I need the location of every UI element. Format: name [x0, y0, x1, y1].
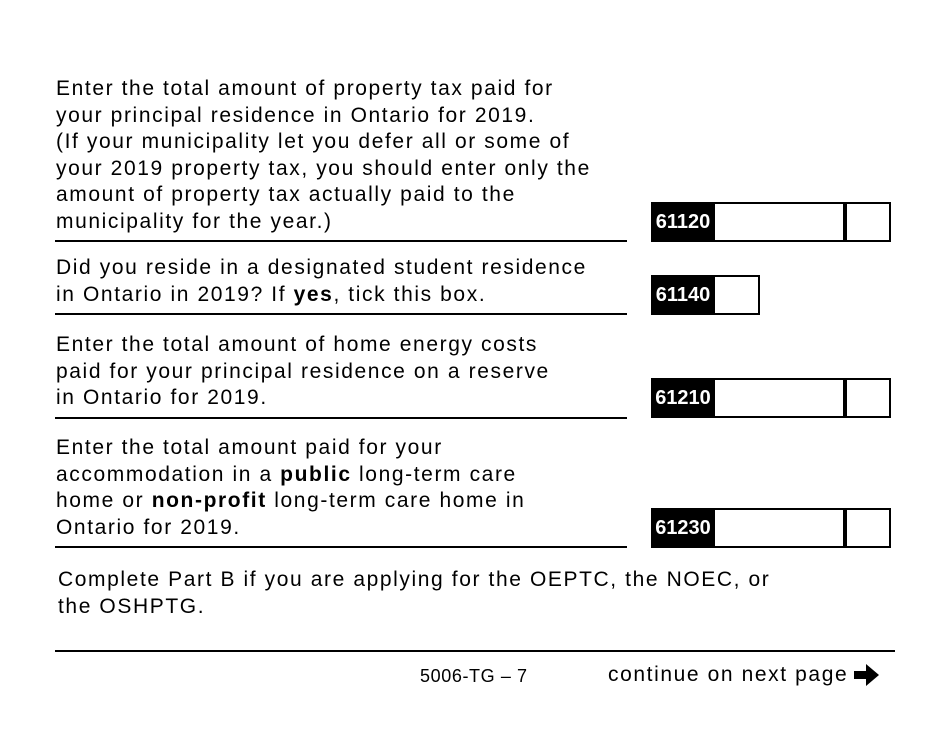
long-term-care-field — [651, 508, 891, 548]
property-tax-cents-input[interactable] — [845, 202, 891, 242]
text-line: Enter the total amount of home energy costs — [56, 333, 539, 356]
text-segment: , tick this box. — [333, 282, 487, 306]
bold-text: public — [280, 462, 352, 486]
continue-label: continue on next page — [608, 663, 849, 686]
student-residence-field — [651, 275, 760, 315]
text-segment: long-term care home in — [266, 489, 526, 512]
long-term-care-dollars-input[interactable] — [715, 508, 845, 548]
section-divider — [55, 417, 627, 419]
section-divider — [55, 313, 627, 315]
text-line: Did you reside in a designated student residence — [56, 256, 587, 279]
text-segment: home or — [56, 489, 152, 512]
text-segment: accommodation in a — [56, 462, 281, 486]
home-energy-field — [651, 378, 891, 418]
field-code-61230: 61230 — [651, 508, 715, 548]
text-line: the OSHPTG. — [58, 594, 206, 618]
bold-text: yes — [293, 282, 334, 306]
text-line: (If your municipality let you defer all or some of — [56, 130, 571, 153]
text-line: your 2019 property tax, you should enter only the — [56, 156, 591, 180]
home-energy-cents-input[interactable] — [845, 378, 891, 418]
text-line: Enter the total amount of property tax paid for — [56, 77, 554, 100]
text-segment: in Ontario in 2019? If — [56, 282, 294, 306]
long-term-care-cents-input[interactable] — [845, 508, 891, 548]
field-code-61210: 61210 — [651, 378, 715, 418]
property-tax-field — [651, 202, 891, 242]
student-residence-checkbox[interactable] — [715, 275, 760, 315]
text-line: in Ontario for 2019. — [56, 386, 268, 409]
text-line: your principal residence in Ontario for 2019. — [56, 103, 536, 127]
form-page-code: 5006-TG – 7 — [420, 666, 528, 686]
text-line: Enter the total amount paid for your — [56, 436, 443, 459]
text-line — [56, 462, 517, 489]
text-line — [56, 282, 486, 309]
text-line: municipality for the year.) — [56, 209, 333, 233]
field-code-61120: 61120 — [651, 202, 715, 242]
continue-next-page — [608, 663, 880, 687]
text-line: Ontario for 2019. — [56, 515, 241, 539]
section-divider — [55, 240, 627, 242]
text-line: paid for your principal residence on a reserve — [56, 359, 550, 383]
home-energy-dollars-input[interactable] — [715, 378, 845, 418]
field-code-61140: 61140 — [651, 275, 715, 315]
footer-divider — [55, 650, 895, 652]
text-line — [56, 488, 525, 515]
bold-text: non-profit — [151, 489, 267, 512]
section-divider — [55, 546, 627, 548]
property-tax-dollars-input[interactable] — [715, 202, 845, 242]
text-line: Complete Part B if you are applying for the OEPTC, the NOEC, or — [58, 568, 771, 591]
text-segment: long-term care — [351, 462, 517, 486]
arrow-right-icon — [854, 663, 880, 687]
text-line: amount of property tax actually paid to the — [56, 183, 516, 206]
